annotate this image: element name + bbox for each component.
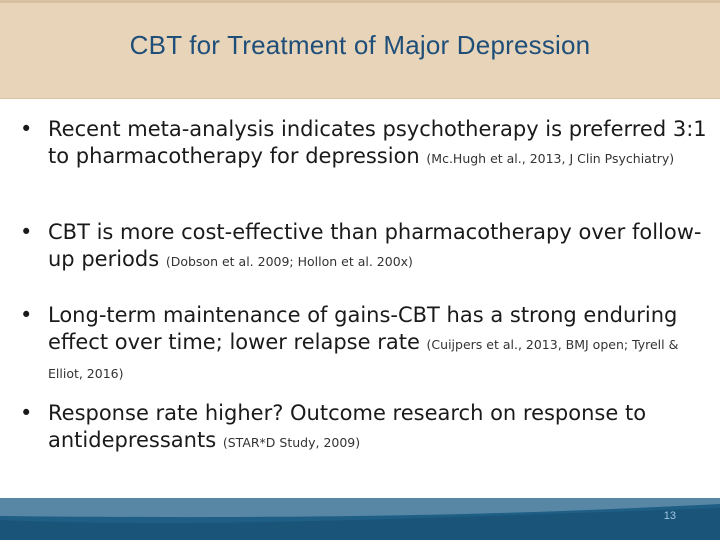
footer-band	[0, 498, 720, 540]
bullet-citation: (Dobson et al. 2009; Hollon et al. 200x)	[165, 254, 413, 269]
bullet-content	[48, 219, 708, 275]
bullet-text: Recent meta-analysis indicates psychotherapy is preferred 3:1 to pharmacotherapy for depression	[48, 117, 707, 168]
bullet-text: Long-term maintenance of gains-CBT has a strong enduring effect over time; lower relapse rate	[48, 303, 678, 354]
bullet-icon: •	[20, 117, 33, 141]
bullet-icon: •	[20, 220, 33, 244]
bullet-text: CBT is more cost-effective than pharmacotherapy over follow-up periods	[48, 220, 702, 271]
page-number: 13	[663, 510, 676, 522]
bullet-content	[48, 400, 708, 456]
bullet-citation: (Mc.Hugh et al., 2013, J Clin Psychiatry)	[426, 151, 675, 166]
bullet-citation: (Cuijpers et al., 2013, BMJ open; Tyrell & Elliot, 2016)	[48, 337, 679, 381]
bullet-content	[48, 116, 708, 172]
slide-title: CBT for Treatment of Major Depression	[129, 29, 591, 60]
footer-wave-graphic	[0, 498, 720, 540]
bullet-text: Response rate higher? Outcome research on response to antidepressants	[48, 401, 647, 452]
bullet-content	[48, 302, 708, 387]
bullet-icon: •	[20, 303, 33, 327]
bullet-icon: •	[20, 401, 33, 425]
bullet-citation: (STAR*D Study, 2009)	[222, 435, 361, 450]
